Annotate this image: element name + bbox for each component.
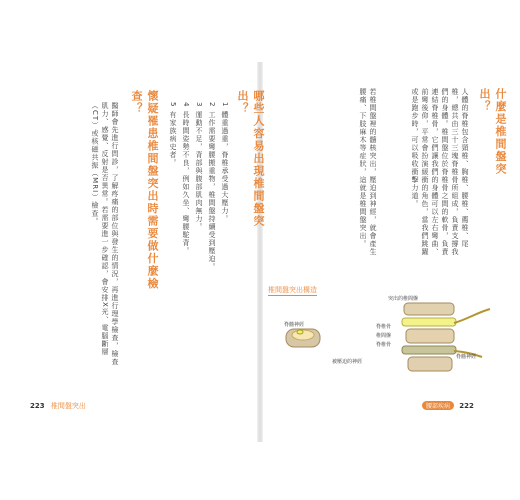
right-page-paragraph-2: 若椎間盤裡的髓核突出，壓迫到神經，就會產生腰痛、下肢麻木等症狀，這就是椎間盤突出。 xyxy=(359,88,377,256)
bullet-3: 3 運動不足，背部與腹部肌肉無力。 xyxy=(195,102,203,231)
label-disc: 椎間盤 xyxy=(376,333,392,339)
bullet-1: 1 體重過重，脊椎承受過大壓力。 xyxy=(221,102,229,223)
left-page-number: 223 xyxy=(30,402,45,410)
left-page-heading-1: 哪些人容易出現椎間盤突出？ xyxy=(236,90,265,228)
disc-bottom xyxy=(402,346,456,354)
bullet-2: 2 工作需要彎腰搬重物，椎間盤持續受到壓迫。 xyxy=(208,102,216,271)
vertebra-top xyxy=(404,303,454,315)
label-spinal-nerve-left: 脊髓神經 xyxy=(284,322,305,328)
bullet-5: 5 有家族病史者。 xyxy=(169,102,177,167)
vertebra-mid xyxy=(406,329,454,343)
disc-top xyxy=(402,318,456,326)
label-compressed-nerve: 被壓迫的神經 xyxy=(332,359,363,365)
label-herniated-disc: 突出的椎間盤 xyxy=(388,296,419,302)
disc-herniation-figure xyxy=(268,285,500,385)
chapter-badge: 腰部疾病 xyxy=(422,401,454,410)
right-page-footer xyxy=(422,401,478,410)
left-page-footer xyxy=(30,401,86,411)
label-vertebra-2: 脊椎骨 xyxy=(376,342,392,348)
figure-title: 椎間盤突出構造 xyxy=(268,286,317,294)
cross-section-nerve xyxy=(297,330,303,334)
left-page-running-title: 椎間盤突出 xyxy=(50,402,86,410)
spinal-nerve-right xyxy=(454,309,490,323)
label-spinal-nerve-right: 脊髓神經 xyxy=(456,354,477,360)
right-page-heading: 什麼是椎間盤突出？ xyxy=(478,88,507,176)
bullet-4: 4 長時間姿勢不良，例如久坐、彎腰駝背。 xyxy=(182,102,190,255)
left-page-heading-2: 懷疑罹患椎間盤突出時需要做什麼檢查？ xyxy=(130,90,159,290)
right-page-number: 222 xyxy=(459,402,474,410)
right-page-paragraph-1: 人體的脊椎包含頸椎、胸椎、腰椎、薦椎、尾椎，總共由三十三塊脊椎骨所組成，負責支撐我們的身體。椎間盤位於脊椎骨之間的軟骨，負責連結脊椎骨，它們讓我們的身體可以左右彎曲、前彎後仰，平常會扮演緩衝的角色，當我們跳躍或是跑步時，可以吸收衝擊力道。 xyxy=(411,88,469,256)
vertebra-bottom xyxy=(408,357,452,371)
left-page-paragraph: 醫師會先進行問診，了解疼痛的部位與發生的情況，再進行理學檢查，檢查肌力、感覺、反射是否異常。若需要進一步確認，會安排X光、電腦斷層（CT）或核磁共振（MRI）檢查。 xyxy=(91,102,119,366)
label-vertebra: 脊椎骨 xyxy=(376,324,392,330)
